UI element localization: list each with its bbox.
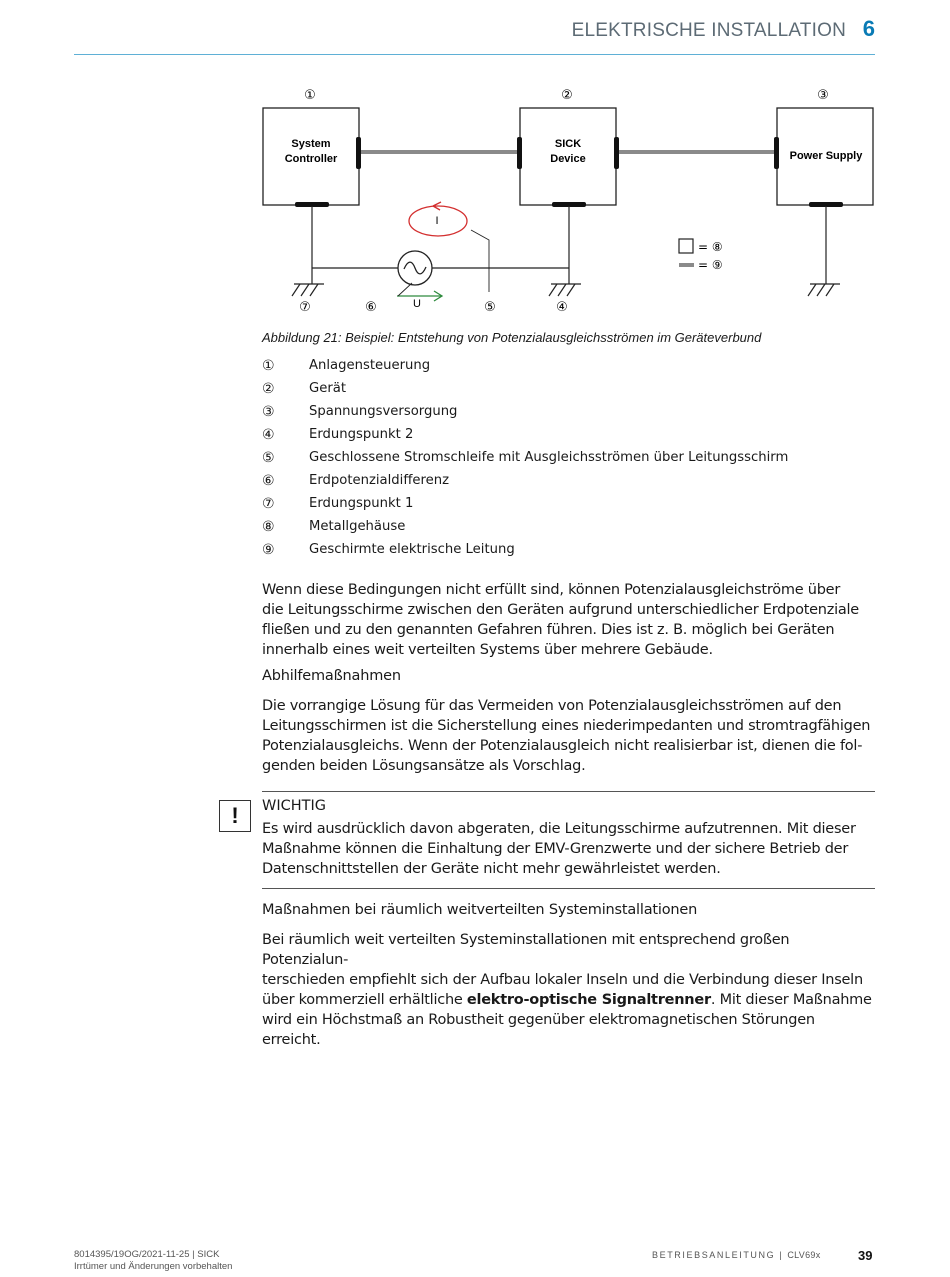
page-header [74,14,875,55]
callout-7: ⑦ [299,300,311,315]
warning-icon: ! [219,800,251,832]
box2-label-line2: Device [550,153,586,165]
legend-text: Erdungspunkt 1 [309,496,414,511]
paragraph-line: Leitungsschirmen ist die Sicherstellung eines niederimpedanten und stromtragfähigen [262,718,871,734]
legend-text: Erdpotenzialdifferenz [309,473,450,488]
legend-num: ⑦ [262,495,275,512]
voltage-label: U [413,298,421,310]
text-run: . Mit dieser Maßnahme [710,992,872,1008]
paragraph-line: Potenzialausgleichs. Wenn der Potenzialausgleich nicht realisierbar ist, dienen die fol- [262,738,863,754]
figure-caption: Abbildung 21: Beispiel: Entstehung von Potenzialausgleichsströmen im Geräteverbund [262,330,762,345]
page-number: 39 [858,1248,873,1263]
legend-text: Metallgehäuse [309,519,406,534]
box1-label-line2: Controller [284,153,338,165]
callout-4: ④ [556,300,568,315]
legend-num: ③ [262,403,275,420]
body-paragraph [262,930,877,1050]
footer-right [652,1250,821,1260]
legend-text: Geschlossene Stromschleife mit Ausgleichsströmen über Leitungsschirm [309,450,789,465]
figure-legend [262,354,882,561]
section-heading: Maßnahmen bei räumlich weitverteilten Systeminstallationen [262,902,698,918]
legend-item [262,492,882,515]
ground-icon [808,284,840,296]
paragraph-line: Wenn diese Bedingungen nicht erfüllt sind, können Potenzialausgleichströme über [262,582,841,598]
legend-text: Spannungsversorgung [309,404,458,419]
section-heading: Abhilfemaßnahmen [262,668,401,684]
box1-label-line1: System [291,138,331,150]
important-line: Datenschnittstellen der Geräte nicht mehr gewährleistet werden. [262,861,721,877]
metal-housing-legend-icon [679,239,693,253]
legend-item [262,354,882,377]
box3-label: Power Supply [789,150,863,162]
footer-left [74,1249,232,1273]
legend-text: Geschirmte elektrische Leitung [309,542,515,557]
potential-equalization-diagram [255,84,885,320]
important-notice [262,791,875,889]
paragraph-line: Die vorrangige Lösung für das Vermeiden von Potenzialausgleichsströmen auf den [262,698,842,714]
important-text [262,819,875,879]
legend-item [262,377,882,400]
connector [356,137,361,169]
paragraph-line: wird ein Höchstmaß an Robustheit gegenüber elektromagnetischen Störungen erreicht. [262,1012,815,1048]
legend-eq-9: = ⑨ [698,258,723,272]
paragraph-line: innerhalb eines weit verteilten Systems über mehrere Gebäude. [262,642,713,658]
callout-2: ② [561,88,573,103]
text-run: über kommerziell erhältliche [262,992,467,1008]
current-label: I [435,215,439,227]
callout-1: ① [304,88,316,103]
paragraph-line [262,990,877,1010]
legend-item [262,515,882,538]
connector [517,137,522,169]
legend-num: ② [262,380,275,397]
paragraph-line: Bei räumlich weit verteilten Systeminstallationen mit entsprechend großen Potenzialun- [262,932,790,968]
legend-text: Erdungspunkt 2 [309,427,414,442]
legend-num: ⑧ [262,518,275,535]
callout-5: ⑤ [484,300,496,315]
ground-icon [292,284,324,296]
legend-text: Gerät [309,381,347,396]
connector [774,137,779,169]
legend-item [262,446,882,469]
body-paragraph [262,696,877,776]
emphasis-text: elektro-optische Signaltrenner [466,992,711,1008]
important-label: WICHTIG [262,798,327,814]
callout-3: ③ [817,88,829,103]
legend-num: ① [262,357,275,374]
legend-item [262,469,882,492]
legend-item [262,423,882,446]
important-line: Maßnahme können die Einhaltung der EMV-Grenzwerte und der sichere Betrieb der [262,841,849,857]
paragraph-line: terschieden empfiehlt sich der Aufbau lokaler Inseln und die Verbindung dieser Inseln [262,972,863,988]
important-line: Es wird ausdrücklich davon abgeraten, die Leitungsschirme aufzutrennen. Mit dieser [262,821,856,837]
legend-item [262,400,882,423]
callout-6: ⑥ [365,300,377,315]
chapter-title: ELEKTRISCHE INSTALLATION [571,20,846,41]
chapter-number: 6 [862,16,875,41]
body-paragraph [262,580,877,660]
legend-num: ⑥ [262,472,275,489]
footer-note: Irrtümer und Änderungen vorbehalten [74,1261,233,1272]
diagram-svg [255,84,885,320]
footer-doc-id: 8014395/19OG/2021-11-25 | SICK [74,1249,220,1260]
paragraph-line: fließen und zu den genannten Gefahren führen. Dies ist z. B. möglich bei Geräten [262,622,835,638]
legend-num: ⑤ [262,449,275,466]
paragraph-line: die Leitungsschirme zwischen den Geräten aufgrund unterschiedlicher Erdpotenziale [262,602,859,618]
legend-num: ⑨ [262,541,275,558]
footer-manual: BETRIEBSANLEITUNG | [652,1250,788,1260]
box2-label-line1: SICK [554,138,582,150]
paragraph-line: genden beiden Lösungsansätze als Vorschlag. [262,758,586,774]
legend-item [262,538,882,561]
ground-icon [549,284,581,296]
legend-eq-8: = ⑧ [698,240,723,254]
legend-num: ④ [262,426,275,443]
legend-text: Anlagensteuerung [309,358,431,373]
connector [614,137,619,169]
footer-model: CLV69x [787,1250,821,1260]
